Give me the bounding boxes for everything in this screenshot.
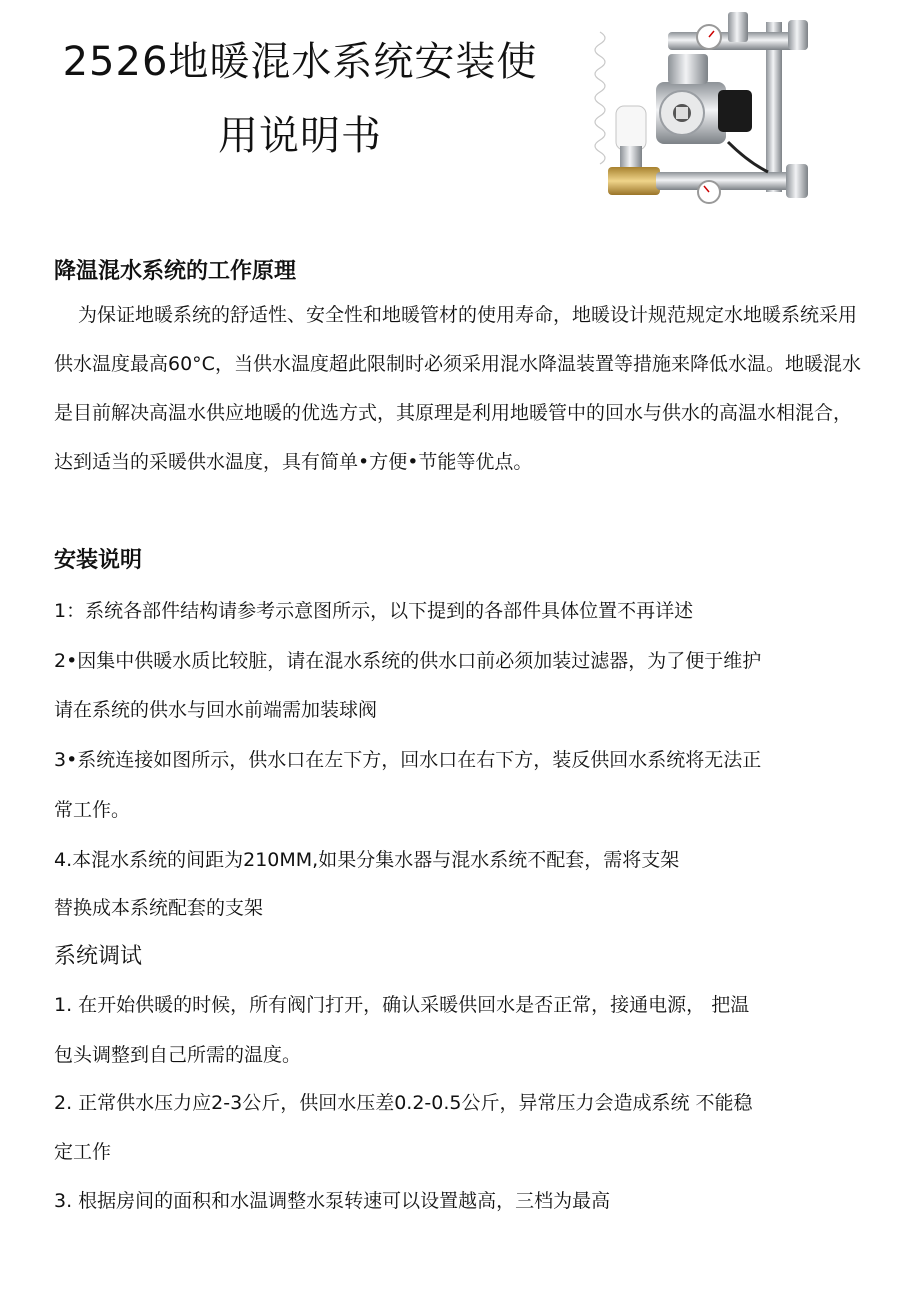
install-line-6: 4.本混水系统的间距为210MM,如果分集水器与混水系统不配套，需将支架 [54, 849, 680, 871]
capillary-coil [595, 32, 605, 164]
install-line-5: 常工作。 [54, 799, 131, 821]
document-title-line-1: 2526地暖混水系统安装使 [62, 39, 538, 85]
debug-line-4: 定工作 [54, 1141, 112, 1163]
section-heading-debug: 系统调试 [54, 944, 143, 969]
thermostatic-head [616, 106, 646, 150]
mixing-unit-product-image [578, 2, 818, 214]
section-heading-install: 安装说明 [54, 548, 143, 573]
bottom-brass-valve [608, 167, 660, 195]
debug-line-5: 3. 根据房间的面积和水温调整水泵转速可以设置越高，三档为最高 [54, 1190, 611, 1212]
debug-line-1: 1. 在开始供暖的时候，所有阀门打开，确认采暖供回水是否正常，接通电源， 把温 [54, 994, 750, 1016]
install-line-1: 1：系统各部件结构请参考示意图所示，以下提到的各部件具体位置不再详述 [54, 600, 694, 622]
install-line-3: 请在系统的供水与回水前端需加装球阀 [54, 699, 378, 721]
install-line-4: 3•系统连接如图所示，供水口在左下方，回水口在右下方，装反供回水系统将无法正 [54, 749, 762, 771]
section-heading-principle: 降温混水系统的工作原理 [54, 259, 297, 284]
bottom-manifold-bar [656, 172, 806, 190]
document-title-line-2: 用说明书 [218, 113, 382, 159]
principle-paragraph: 为保证地暖系统的舒适性、安全性和地暖管材的使用寿命，地暖设计规范规定水地暖系统采用供水温度最高60°C，当供水温度超此限制时必须采用混水降温装置等措施来降低水温。地暖混水是目前解决高温水供应地暖的优选方式，其原理是利用地暖管中的回水与供水的高温水相混合，达到适当的采暖供水温度，具有简单•方便•节能等优点。 [54, 304, 861, 473]
install-line-7: 替换成本系统配套的支架 [54, 897, 264, 919]
debug-line-3: 2. 正常供水压力应2-3公斤，供回水压差0.2-0.5公斤，异常压力会造成系统 不能稳 [54, 1092, 753, 1114]
debug-line-2: 包头调整到自己所需的温度。 [54, 1044, 302, 1066]
install-line-2: 2•因集中供暖水质比较脏，请在混水系统的供水口前必须加装过滤器，为了便于维护 [54, 650, 762, 672]
pump-control-box [718, 90, 752, 132]
